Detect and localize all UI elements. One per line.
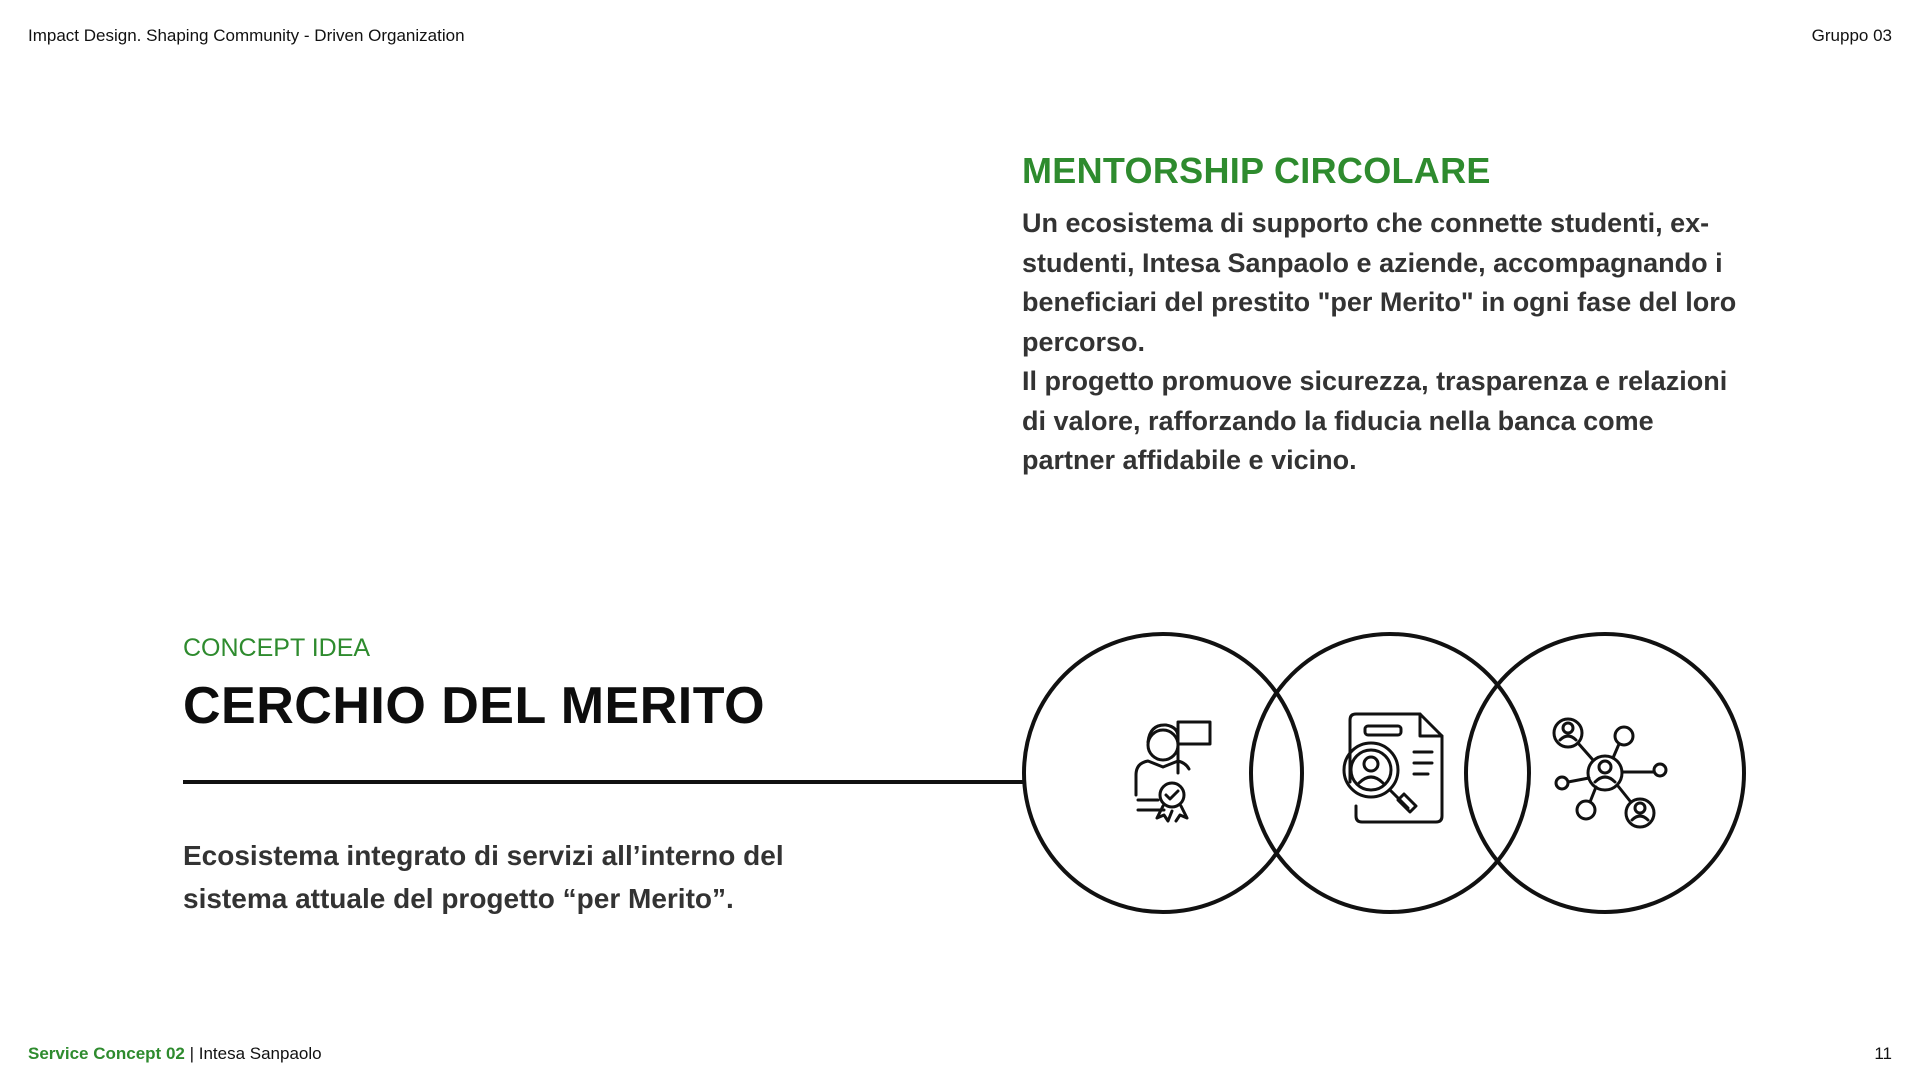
- mentorship-paragraph-1: Un ecosistema di supporto che connette studenti, ex-studenti, Intesa Sanpaolo e aziende, accompagnando i beneficiari del prestito "per Merito" in ogni fase del loro percorso.: [1022, 208, 1737, 357]
- network-people-icon: [1554, 719, 1666, 827]
- footer-label: [28, 1044, 322, 1064]
- concept-label: CONCEPT IDEA: [183, 634, 371, 662]
- merit-student-award-icon: [1136, 722, 1210, 821]
- divider-line: [183, 780, 1023, 784]
- footer-rest: | Intesa Sanpaolo: [184, 1044, 322, 1063]
- merit-circles-diagram: [1020, 630, 1750, 920]
- page-number: 11: [1874, 1044, 1892, 1063]
- concept-title: CERCHIO DEL MERITO: [183, 677, 766, 735]
- mentorship-paragraph-2: Il progetto promuove sicurezza, trasparenza e relazioni di valore, rafforzando la fiducia nella banca come partner affidabile e vicino.: [1022, 366, 1728, 475]
- header-group-label: Gruppo 03: [1811, 26, 1892, 45]
- concept-description: Ecosistema integrato di servizi all’interno del sistema attuale del progetto “per Merito”.: [183, 840, 784, 914]
- circle-left: [1024, 634, 1302, 912]
- document-search-profile-icon: [1344, 714, 1442, 822]
- footer-accent: Service Concept 02: [28, 1044, 185, 1063]
- header-left-title: Impact Design. Shaping Community - Driven Organization: [28, 26, 465, 45]
- mentorship-body: [1022, 204, 1742, 481]
- mentorship-title: MENTORSHIP CIRCOLARE: [1022, 150, 1491, 191]
